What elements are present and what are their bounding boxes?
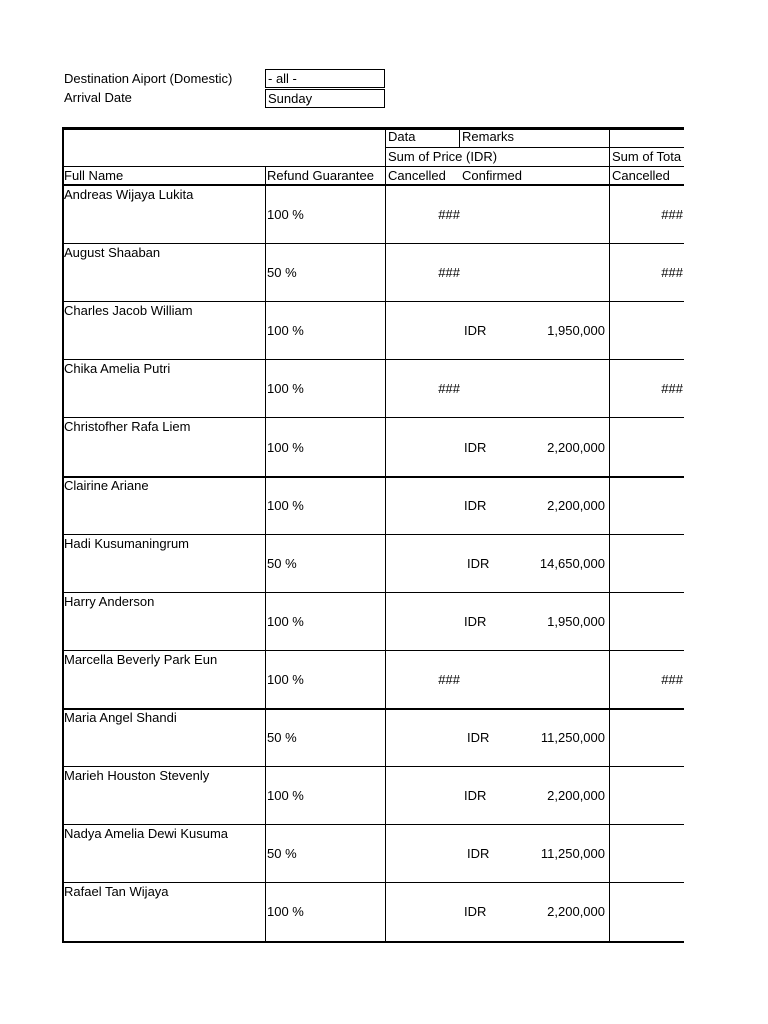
refund-guarantee-cell: 50 % — [267, 265, 297, 280]
refund-guarantee-cell: 100 % — [267, 498, 304, 513]
arrival-filter-label: Arrival Date — [64, 90, 132, 105]
remarks-field-label[interactable]: Remarks — [462, 129, 515, 144]
full-name-cell: Clairine Ariane — [64, 478, 149, 493]
total-cancelled-cell: ### — [661, 672, 683, 687]
refund-guarantee-cell: 100 % — [267, 904, 304, 919]
column-divider — [459, 127, 460, 148]
arrival-filter-value[interactable]: Sunday — [265, 89, 385, 108]
table-row — [62, 360, 684, 418]
currency-cell: IDR — [464, 440, 487, 455]
currency-cell: IDR — [467, 556, 490, 571]
cancelled-header: Cancelled — [388, 168, 446, 183]
table-bottom-border — [62, 941, 684, 943]
table-row — [62, 767, 684, 825]
refund-guarantee-cell: 50 % — [267, 730, 297, 745]
full-name-cell: Marieh Houston Stevenly — [64, 768, 210, 783]
confirmed-price-cell: 2,200,000 — [547, 498, 605, 513]
destination-filter-value[interactable]: - all - — [265, 69, 385, 88]
sum-total-header: Sum of Tota — [612, 149, 682, 164]
currency-cell: IDR — [464, 788, 487, 803]
full-name-cell: Harry Anderson — [64, 594, 155, 609]
header-divider — [385, 147, 684, 148]
confirmed-price-cell: 2,200,000 — [547, 788, 605, 803]
full-name-cell: Rafael Tan Wijaya — [64, 884, 169, 899]
cancelled-price-cell: ### — [438, 672, 460, 687]
pivot-table — [62, 127, 684, 943]
currency-cell: IDR — [464, 614, 487, 629]
header-divider — [62, 166, 684, 167]
table-row — [62, 651, 684, 709]
confirmed-price-cell: 14,650,000 — [539, 556, 605, 571]
table-row — [62, 186, 684, 244]
table-row — [62, 825, 684, 883]
full-name-cell: Chika Amelia Putri — [64, 361, 171, 376]
cancelled-price-cell: ### — [438, 381, 460, 396]
table-row — [62, 709, 684, 767]
confirmed-price-cell: 2,200,000 — [547, 440, 605, 455]
full-name-cell: Maria Angel Shandi — [64, 710, 177, 725]
confirmed-price-cell: 11,250,000 — [540, 730, 605, 745]
full-name-cell: Marcella Beverly Park Eun — [64, 652, 218, 667]
currency-cell: IDR — [467, 730, 490, 745]
total-cancelled-cell: ### — [661, 265, 683, 280]
refund-guarantee-cell: 50 % — [267, 846, 297, 861]
total-cancelled-cell: ### — [661, 207, 683, 222]
confirmed-header: Confirmed — [462, 168, 522, 183]
sum-price-header: Sum of Price (IDR) — [388, 149, 498, 164]
refund-guarantee-cell: 50 % — [267, 556, 297, 571]
table-row — [62, 418, 684, 477]
destination-filter-label: Destination Aiport (Domestic) — [64, 71, 233, 86]
table-row — [62, 244, 684, 302]
table-top-border — [62, 127, 684, 130]
refund-guarantee-cell: 100 % — [267, 323, 304, 338]
full-name-cell: Christofher Rafa Liem — [64, 419, 191, 434]
refund-guarantee-cell: 100 % — [267, 381, 304, 396]
currency-cell: IDR — [464, 904, 487, 919]
currency-cell: IDR — [464, 498, 487, 513]
confirmed-price-cell: 2,200,000 — [547, 904, 605, 919]
cancelled-price-cell: ### — [438, 265, 460, 280]
full-name-cell: August Shaaban — [64, 245, 161, 260]
total-cancelled-cell: ### — [661, 381, 683, 396]
total-cancelled-header: Cancelled — [612, 168, 670, 183]
report-filters — [0, 0, 768, 110]
table-row — [62, 302, 684, 360]
confirmed-price-cell: 1,950,000 — [547, 614, 605, 629]
cancelled-price-cell: ### — [438, 207, 460, 222]
table-row — [62, 535, 684, 593]
data-field-label: Data — [388, 129, 416, 144]
currency-cell: IDR — [467, 846, 490, 861]
refund-guarantee-cell: 100 % — [267, 207, 304, 222]
refund-guarantee-cell: 100 % — [267, 788, 304, 803]
refund-guarantee-cell: 100 % — [267, 672, 304, 687]
full-name-cell: Charles Jacob William — [64, 303, 193, 318]
confirmed-price-cell: 11,250,000 — [540, 846, 605, 861]
refund-guarantee-cell: 100 % — [267, 440, 304, 455]
full-name-header[interactable]: Full Name — [64, 168, 124, 183]
full-name-cell: Hadi Kusumaningrum — [64, 536, 190, 551]
currency-cell: IDR — [464, 323, 487, 338]
confirmed-price-cell: 1,950,000 — [547, 323, 605, 338]
refund-guarantee-cell: 100 % — [267, 614, 304, 629]
table-row — [62, 593, 684, 651]
refund-guarantee-header[interactable]: Refund Guarantee — [267, 168, 374, 183]
table-row — [62, 477, 684, 535]
full-name-cell: Andreas Wijaya Lukita — [64, 187, 194, 202]
table-row — [62, 883, 684, 941]
full-name-cell: Nadya Amelia Dewi Kusuma — [64, 826, 229, 841]
